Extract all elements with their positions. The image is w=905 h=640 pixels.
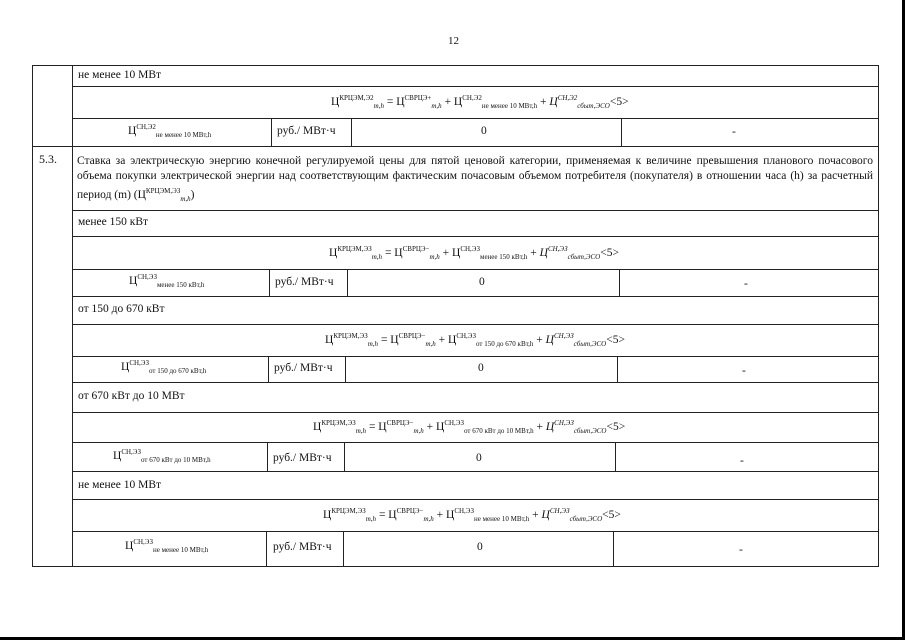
unit: руб./ МВт·ч — [275, 276, 334, 288]
rate-value: 0 — [481, 125, 487, 137]
item-number: 5.3. — [39, 152, 57, 166]
item-number-column — [33, 66, 73, 566]
rate-value: 0 — [477, 541, 483, 553]
unit: руб./ МВт·ч — [273, 452, 332, 464]
col-divider — [343, 531, 344, 567]
section-divider — [33, 146, 878, 147]
col-divider — [268, 356, 269, 382]
formula: $Ц^{КРЦЭМ,ЭЗ}_{m,h} = Ц^{СВРЦЭ-}_{m,h} + Ц^{СН,ЭЗ}_{от 670 кВт до 10 МВт,h} + Ц^{СН,ЭЗ}_{сбыт,ЭСО}<5>$ — [313, 419, 626, 436]
col-divider — [613, 531, 614, 567]
row-divider — [73, 86, 878, 87]
tariff-table — [32, 65, 879, 567]
row-divider — [73, 210, 878, 211]
row-divider — [73, 412, 878, 413]
rate-symbol: $Ц^{СН,ЭЗ}_{от 150 до 670 кВт,h}$ — [121, 359, 207, 376]
col-divider — [344, 442, 345, 471]
col-divider — [347, 269, 348, 296]
formula: $Ц^{КРЦЭМ,ЭЗ}_{m,h} = Ц^{СВРЦЭ-}_{m,h} + Ц^{СН,ЭЗ}_{от 150 до 670 кВт,h} + Ц^{СН,ЭЗ}_{сбыт,ЭСО}<5>$ — [325, 332, 625, 349]
unit: руб./ МВт·ч — [273, 541, 332, 553]
rate-description: Ставка за электрическую энергию конечной регулируемой цены для пятой ценовой категории, применяемая к величине превышения планового почасового объема покупки электрической энергии над соответствующим фактическим почасовым объемом потребителя (покупателя) в отношении часа (h) за расчетный период (m) $(Ц^{КРЦЭМ,ЭЗ}_{m,h})$ — [77, 155, 873, 204]
col-divider — [615, 442, 616, 471]
row-divider — [73, 499, 878, 500]
row-divider — [73, 471, 878, 472]
rate-symbol: $Ц^{СН,ЭЗ}_{не менее 10 МВт,h}$ — [125, 538, 209, 555]
row-divider — [73, 324, 878, 325]
row-divider — [73, 356, 878, 357]
rate-extra: - — [739, 544, 743, 556]
row-divider — [73, 442, 878, 443]
rate-extra: - — [740, 455, 744, 467]
col-divider — [619, 269, 620, 296]
rate-extra: - — [732, 126, 736, 138]
rate-value: 0 — [476, 452, 482, 464]
rate-value: 0 — [479, 276, 485, 288]
rate-extra: - — [744, 278, 748, 290]
formula: $Ц^{КРЦЭМ,ЭЗ}_{m,h} = Ц^{СВРЦЭ-}_{m,h} + Ц^{СН,ЭЗ}_{не менее 10 МВт,h} + Ц^{СН,ЭЗ}_{сбыт,ЭСО}<5>$ — [323, 507, 621, 524]
col-divider — [617, 356, 618, 382]
formula: $Ц^{КРЦЭМ,Э2}_{m,h} = Ц^{СВРЦЭ+}_{m,h} + Ц^{СН,Э2}_{не менее 10 МВт,h} + Ц^{СН,Э2}_{сбыт,ЭСО}<5>$ — [331, 94, 629, 111]
unit: руб./ МВт·ч — [274, 362, 333, 374]
row-divider — [73, 382, 878, 383]
col-divider — [271, 118, 272, 146]
col-divider — [269, 269, 270, 296]
voltage-label: не менее 10 МВт — [78, 479, 162, 491]
rate-symbol: $Ц^{СН,Э2}_{не менее 10 МВт,h}$ — [128, 123, 212, 140]
voltage-label: от 150 до 670 кВт — [78, 303, 165, 315]
col-divider — [351, 118, 352, 146]
col-divider — [267, 442, 268, 471]
voltage-label: не менее 10 МВт — [78, 69, 162, 81]
row-divider — [73, 296, 878, 297]
voltage-label: менее 150 кВт — [78, 216, 149, 228]
col-divider — [621, 118, 622, 146]
rate-symbol: $Ц^{СН,ЭЗ}_{от 670 кВт до 10 МВт,h}$ — [113, 448, 211, 465]
formula: $Ц^{КРЦЭМ,ЭЗ}_{m,h} = Ц^{СВРЦЭ-}_{m,h} + Ц^{СН,ЭЗ}_{менее 150 кВт,h} + Ц^{СН,ЭЗ}_{сбыт,ЭСО}<5>$ — [329, 245, 619, 262]
voltage-label: от 670 кВт до 10 МВт — [78, 390, 185, 402]
rate-value: 0 — [478, 362, 484, 374]
rate-symbol: $Ц^{СН,ЭЗ}_{менее 150 кВт,h}$ — [129, 273, 205, 290]
unit: руб./ МВт·ч — [277, 125, 336, 137]
rate-extra: - — [742, 365, 746, 377]
col-divider — [345, 356, 346, 382]
row-divider — [73, 531, 878, 532]
col-divider — [266, 531, 267, 567]
row-divider — [73, 118, 878, 119]
page-number: 12 — [448, 35, 459, 47]
row-divider — [73, 269, 878, 270]
row-divider — [73, 236, 878, 237]
